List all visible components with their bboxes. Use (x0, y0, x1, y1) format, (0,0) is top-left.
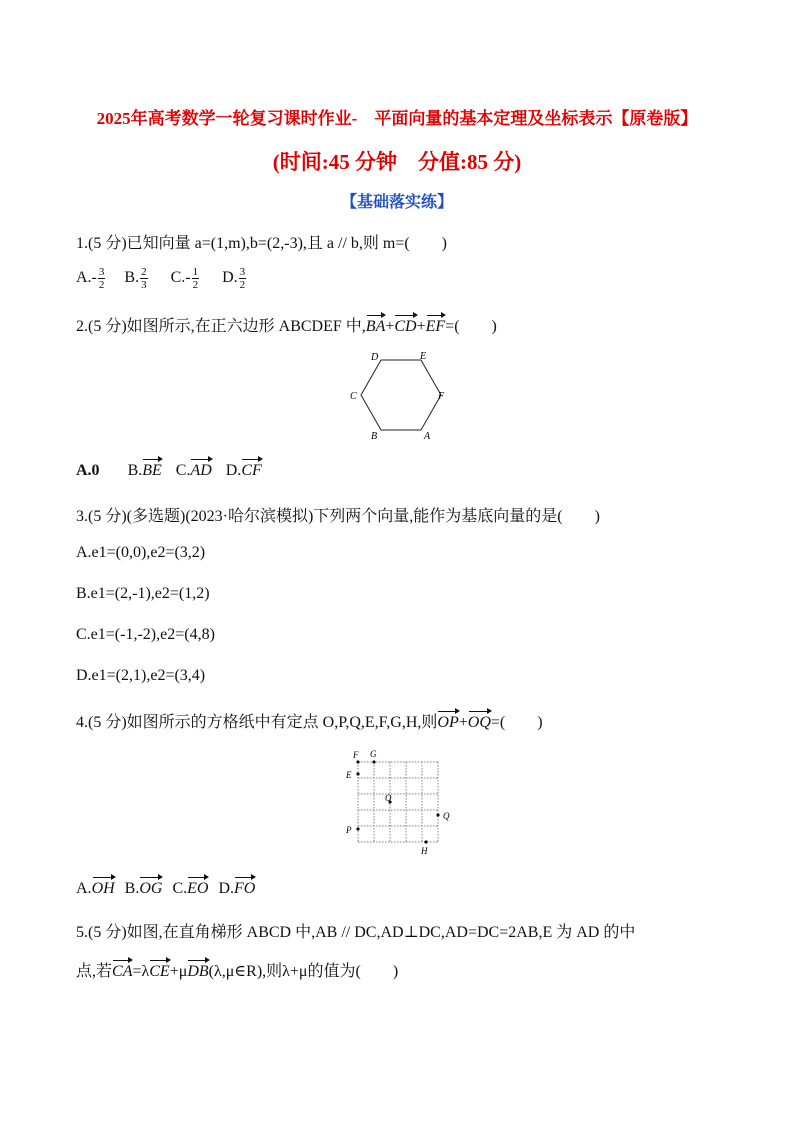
hexagon-label-d: D (371, 352, 379, 363)
q4-option-b: B.OG (125, 880, 163, 897)
hexagon-label-e: E (420, 351, 427, 362)
q5-line-1: 5.(5 分)如图,在直角梯形 ABCD 中,AB // DC,AD⊥DC,AD=DC=2AB,E 为 AD 的中 (76, 924, 636, 941)
q2-stem: 2.(5 分)如图所示,在正六边形 ABCDEF 中,BA+CD+EF=( ) (76, 312, 497, 336)
grid-label-o: O (385, 793, 392, 803)
q1-stem: 1.(5 分)已知向量 a=(1,m),b=(2,-3),且 a // b,则 m=( ) (76, 235, 448, 252)
q2-option-d: D.CF (226, 462, 262, 479)
q3-option-a: A.e1=(0,0),e2=(3,2) (76, 544, 206, 561)
grid-point-f (356, 760, 359, 763)
grid-label-g: G (370, 749, 377, 759)
q2-options (76, 456, 262, 480)
q4-option-d: D.FO (218, 880, 255, 897)
q5-line-2: 点,若CA=λCE+μDB(λ,μ∈R),则λ+μ的值为( ) (76, 957, 398, 981)
q4-option-a: A.OH (76, 880, 115, 897)
hexagon-figure (340, 345, 455, 445)
q1-option-a: A.- $\frac{3}{2}$ (76, 266, 105, 291)
q2-option-a: A.0 (76, 462, 100, 479)
page-title: 2025年高考数学一轮复习课时作业- 平面向量的基本定理及坐标表示【原卷版】 (96, 109, 698, 128)
hexagon-label-a: A (424, 431, 431, 442)
grid-label-p: P (346, 825, 352, 835)
hexagon-shape (361, 360, 441, 430)
q1-option-d: D. $\frac{3}{2}$ (222, 266, 246, 291)
grid-point-p (356, 827, 359, 830)
grid-point-q (436, 813, 439, 816)
grid-point-g (372, 760, 375, 763)
hexagon-label-b: B (371, 431, 378, 442)
q2-option-b: B.BE (128, 462, 162, 479)
q3-option-d: D.e1=(2,1),e2=(3,4) (76, 667, 206, 684)
q4-stem: 4.(5 分)如图所示的方格纸中有定点 O,P,Q,E,F,G,H,则OP+OQ=( ) (76, 708, 543, 732)
q1-options (76, 266, 247, 291)
q4-option-c: C.EO (172, 880, 208, 897)
grid-lines (358, 762, 438, 842)
q1-option-b: B. $\frac{2}{3}$ (124, 266, 147, 291)
q1-option-c: C.- $\frac{1}{2}$ (170, 266, 199, 291)
grid-label-f: F (353, 750, 359, 760)
q3-stem: 3.(5 分)(多选题)(2023·哈尔滨模拟)下列两个向量,能作为基底向量的是( ) (76, 508, 600, 525)
hexagon-label-c: C (350, 391, 357, 402)
q3-option-c: C.e1=(-1,-2),e2=(4,8) (76, 626, 215, 643)
time-score-subtitle: (时间:45 分钟 分值:85 分) (272, 150, 522, 174)
grid-label-e: E (346, 770, 352, 780)
q4-options (76, 874, 255, 898)
q3-option-b: B.e1=(2,-1),e2=(1,2) (76, 585, 210, 602)
section-heading: 【基础落实练】 (340, 194, 453, 211)
grid-label-q: Q (443, 811, 450, 821)
grid-label-h: H (421, 846, 428, 856)
q2-option-c: C.AD (176, 462, 212, 479)
grid-point-h (424, 840, 427, 843)
grid-figure (340, 745, 460, 860)
grid-point-e (356, 772, 359, 775)
hexagon-label-f: F (438, 391, 445, 402)
